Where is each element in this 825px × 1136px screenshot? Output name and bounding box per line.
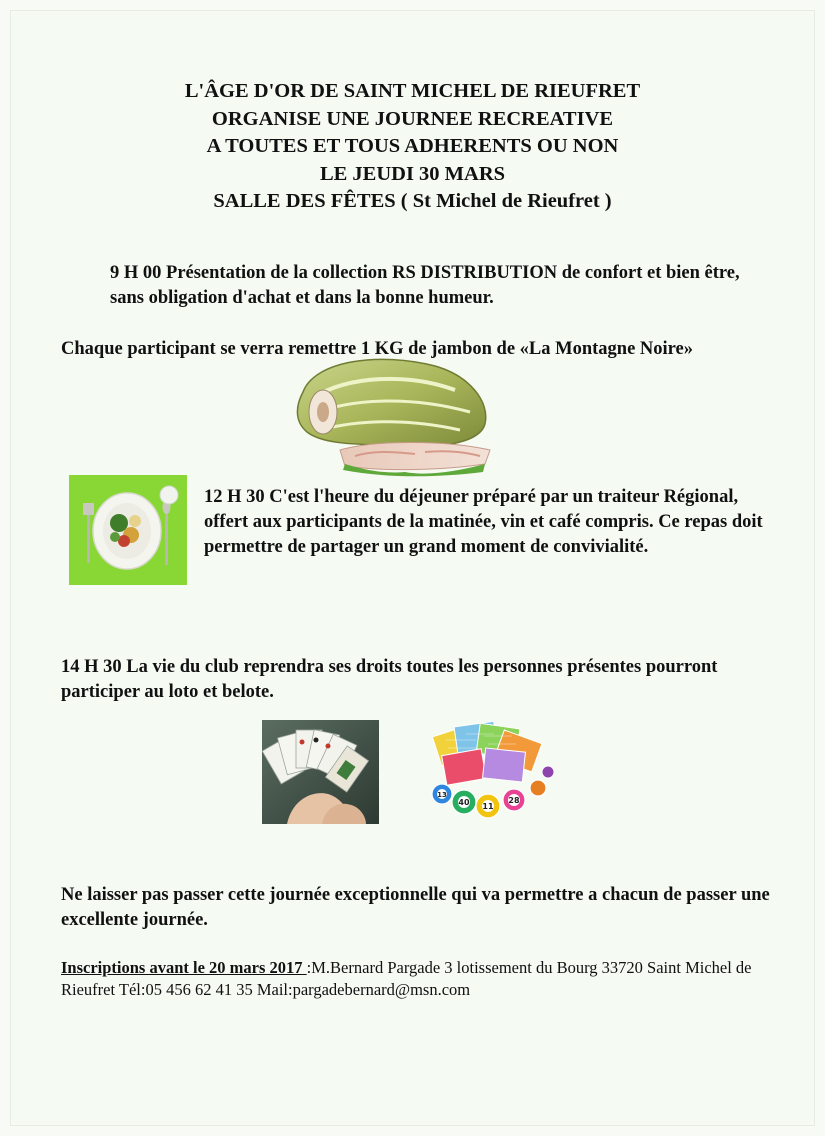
ham-image xyxy=(285,352,505,477)
footer-contact xyxy=(61,957,781,1001)
header-line-2: ORGANISE UNE JOURNEE RECREATIVE xyxy=(211,107,614,130)
contact-details: :M.Bernard Pargade 3 lotissement du Bourg 33720 Saint Michel de Rieufret Tél:05 456 62 41 35 Mail:pargadebernard@msn.com xyxy=(61,958,752,999)
afternoon-paragraph: 14 H 30 La vie du club reprendra ses droits toutes les personnes présentes pourront participer au loto et belote. xyxy=(61,657,718,702)
morning-paragraph: 9 H 00 Présentation de la collection RS DISTRIBUTION de confort et bien être, sans obligation d'achat et dans la bonne humeur. xyxy=(110,263,740,308)
header-line-3: A TOUTES ET TOUS ADHERENTS OU NON xyxy=(206,135,619,157)
bingo-ball-2: 40 xyxy=(458,798,470,807)
header-line-1: L'ÂGE D'OR DE SAINT MICHEL DE RIEUFRET xyxy=(184,80,641,102)
bingo-ball-4: 28 xyxy=(508,796,520,805)
bingo-image xyxy=(426,720,560,826)
bingo-ball-1: 13 xyxy=(437,791,447,799)
bingo-ball-3: 11 xyxy=(482,802,494,811)
closing-paragraph: Ne laisser pas passer cette journée exceptionnelle qui va permettre a chacun de passer une excellente journée. xyxy=(61,885,770,930)
cards-image xyxy=(262,720,379,824)
gift-paragraph: Chaque participant se verra remettre 1 KG de jambon de «La Montagne Noire» xyxy=(61,339,694,359)
registration-deadline: Inscriptions avant le 20 mars 2017 xyxy=(61,958,307,977)
header-line-5: SALLE DES FÊTES ( St Michel de Rieufret ) xyxy=(213,190,612,212)
plate-image xyxy=(69,475,187,585)
header-line-4: LE JEUDI 30 MARS xyxy=(319,162,506,185)
lunch-paragraph: 12 H 30 C'est l'heure du déjeuner préparé par un traiteur Régional, offert aux participants de la matinée, vin et café compris. Ce repas doit permettre de partager un grand moment de convivialité. xyxy=(204,487,763,557)
header-block xyxy=(0,78,825,216)
